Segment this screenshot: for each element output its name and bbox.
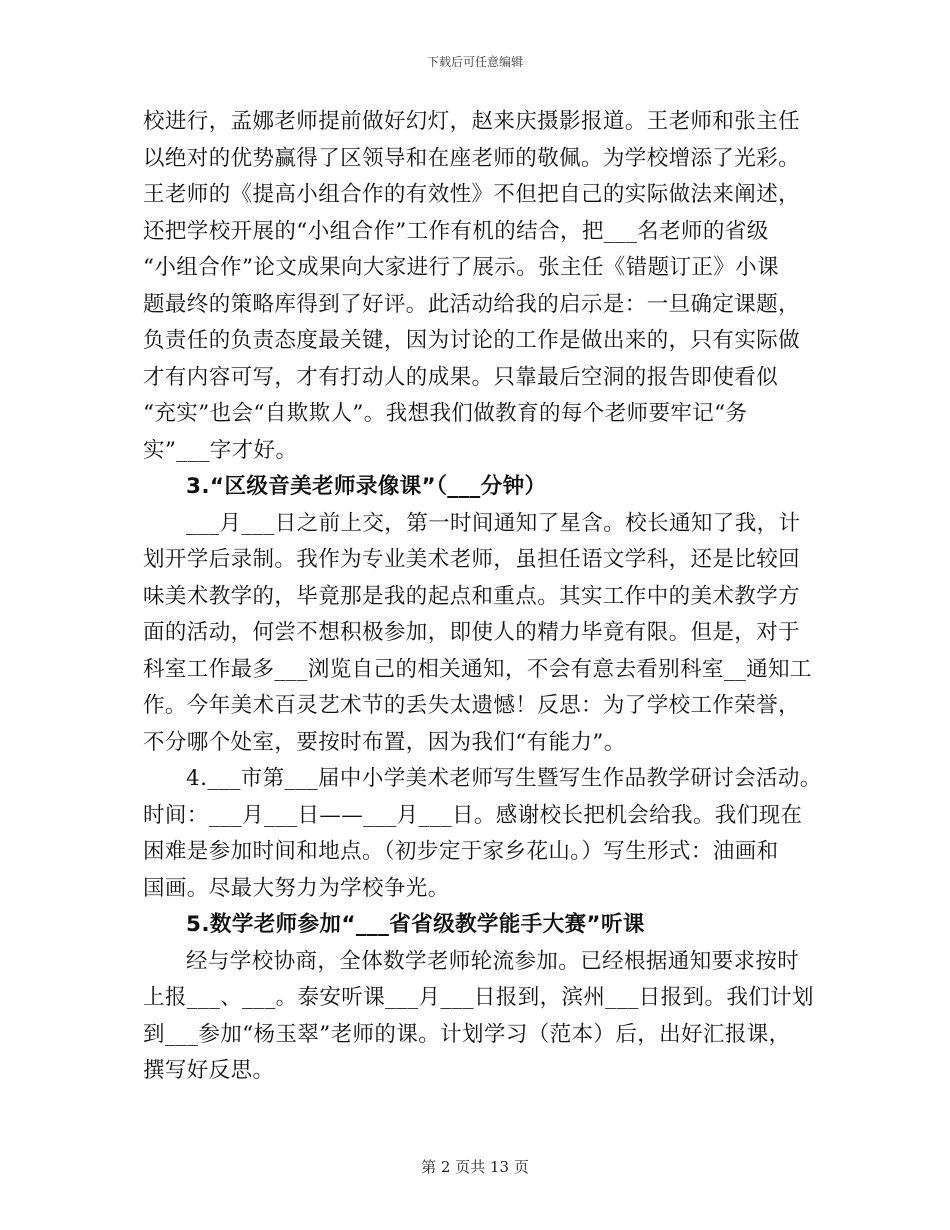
text-line: 还把学校开展的“小组合作”工作有机的结合，把___名老师的省级 [143, 218, 769, 244]
section-heading-5: 5.数学老师参加“___省省级教学能手大赛”听课 [186, 912, 645, 937]
text-line: ___月___日之前上交，第一时间通知了星含。校长通知了我，计 [186, 510, 801, 536]
paragraph-section-4 [143, 761, 822, 907]
text-line: 作。今年美术百灵艺术节的丢失太遗憾！反思：为了学校工作荣誉， [143, 693, 801, 718]
text-line: 才有内容可写，才有打动人的成果。只靠最后空洞的报告即使看似 [143, 364, 779, 390]
text-line: 撰写好反思。 [143, 1058, 275, 1083]
text-line: 实”___字才好。 [143, 437, 298, 463]
paragraph-section-5 [143, 944, 813, 1090]
section-heading-3: 3.“区级音美老师录像课”（___分钟） [186, 474, 547, 499]
text-line: 到___参加“杨玉翠”老师的课。计划学习（范本）后，出好汇报课， [143, 1021, 791, 1047]
text-line: 不分哪个处室，要按时布置，因为我们“有能力”。 [143, 729, 626, 755]
paragraph-continued [143, 104, 813, 469]
text-line: 校进行，孟娜老师提前做好幻灯，赵来庆摄影报道。王老师和张主任 [143, 109, 801, 134]
text-line: 题最终的策略库得到了好评。此活动给我的启示是：一旦确定课题， [143, 291, 801, 317]
document-body [143, 104, 822, 1090]
text-line: “小组合作”论文成果向大家进行了展示。张主任《错题订正》小课 [143, 255, 779, 280]
text-line: 负责任的负责态度最关键，因为讨论的工作是做出来的，只有实际做 [143, 328, 801, 353]
text-line: 面的活动，何尝不想积极参加，即使人的精力毕竟有限。但是，对于 [143, 620, 801, 645]
page-footer: 第 2 页共 13 页 [421, 1158, 529, 1176]
text-line: 科室工作最多___浏览自己的相关通知，不会有意去看别科室__通知工 [143, 656, 812, 682]
text-line: 国画。尽最大努力为学校争光。 [143, 875, 450, 901]
text-line: 时间：___月___日——___月___日。感谢校长把机会给我。我们现在 [143, 802, 803, 828]
text-line: 味美术教学的，毕竟那是我的起点和重点。其实工作中的美术教学方 [143, 583, 801, 609]
text-line: “充实”也会“自欺欺人”。我想我们做教育的每个老师要牢记“务 [143, 401, 748, 426]
text-line: 经与学校协商，全体数学老师轮流参加。已经根据通知要求按时 [186, 948, 800, 974]
text-line: 上报___、___。泰安听课___月___日报到，滨州___日报到。我们计划 [143, 985, 814, 1010]
text-line: 4.___市第___届中小学美术老师写生暨写生作品教学研讨会活动。 [186, 766, 822, 791]
text-line: 王老师的《提高小组合作的有效性》不但把自己的实际做法来阐述， [143, 182, 801, 207]
page-header: 下载后可任意编辑 [426, 55, 523, 69]
text-line: 以绝对的优势赢得了区领导和在座老师的敬佩。为学校增添了光彩。 [143, 145, 801, 171]
paragraph-section-3 [143, 506, 813, 762]
text-line: 划开学后录制。我作为专业美术老师，虽担任语文学科，还是比较回 [143, 547, 801, 572]
text-line: 困难是参加时间和地点。（初步定于家乡花山。）写生形式：油画和 [143, 839, 779, 864]
